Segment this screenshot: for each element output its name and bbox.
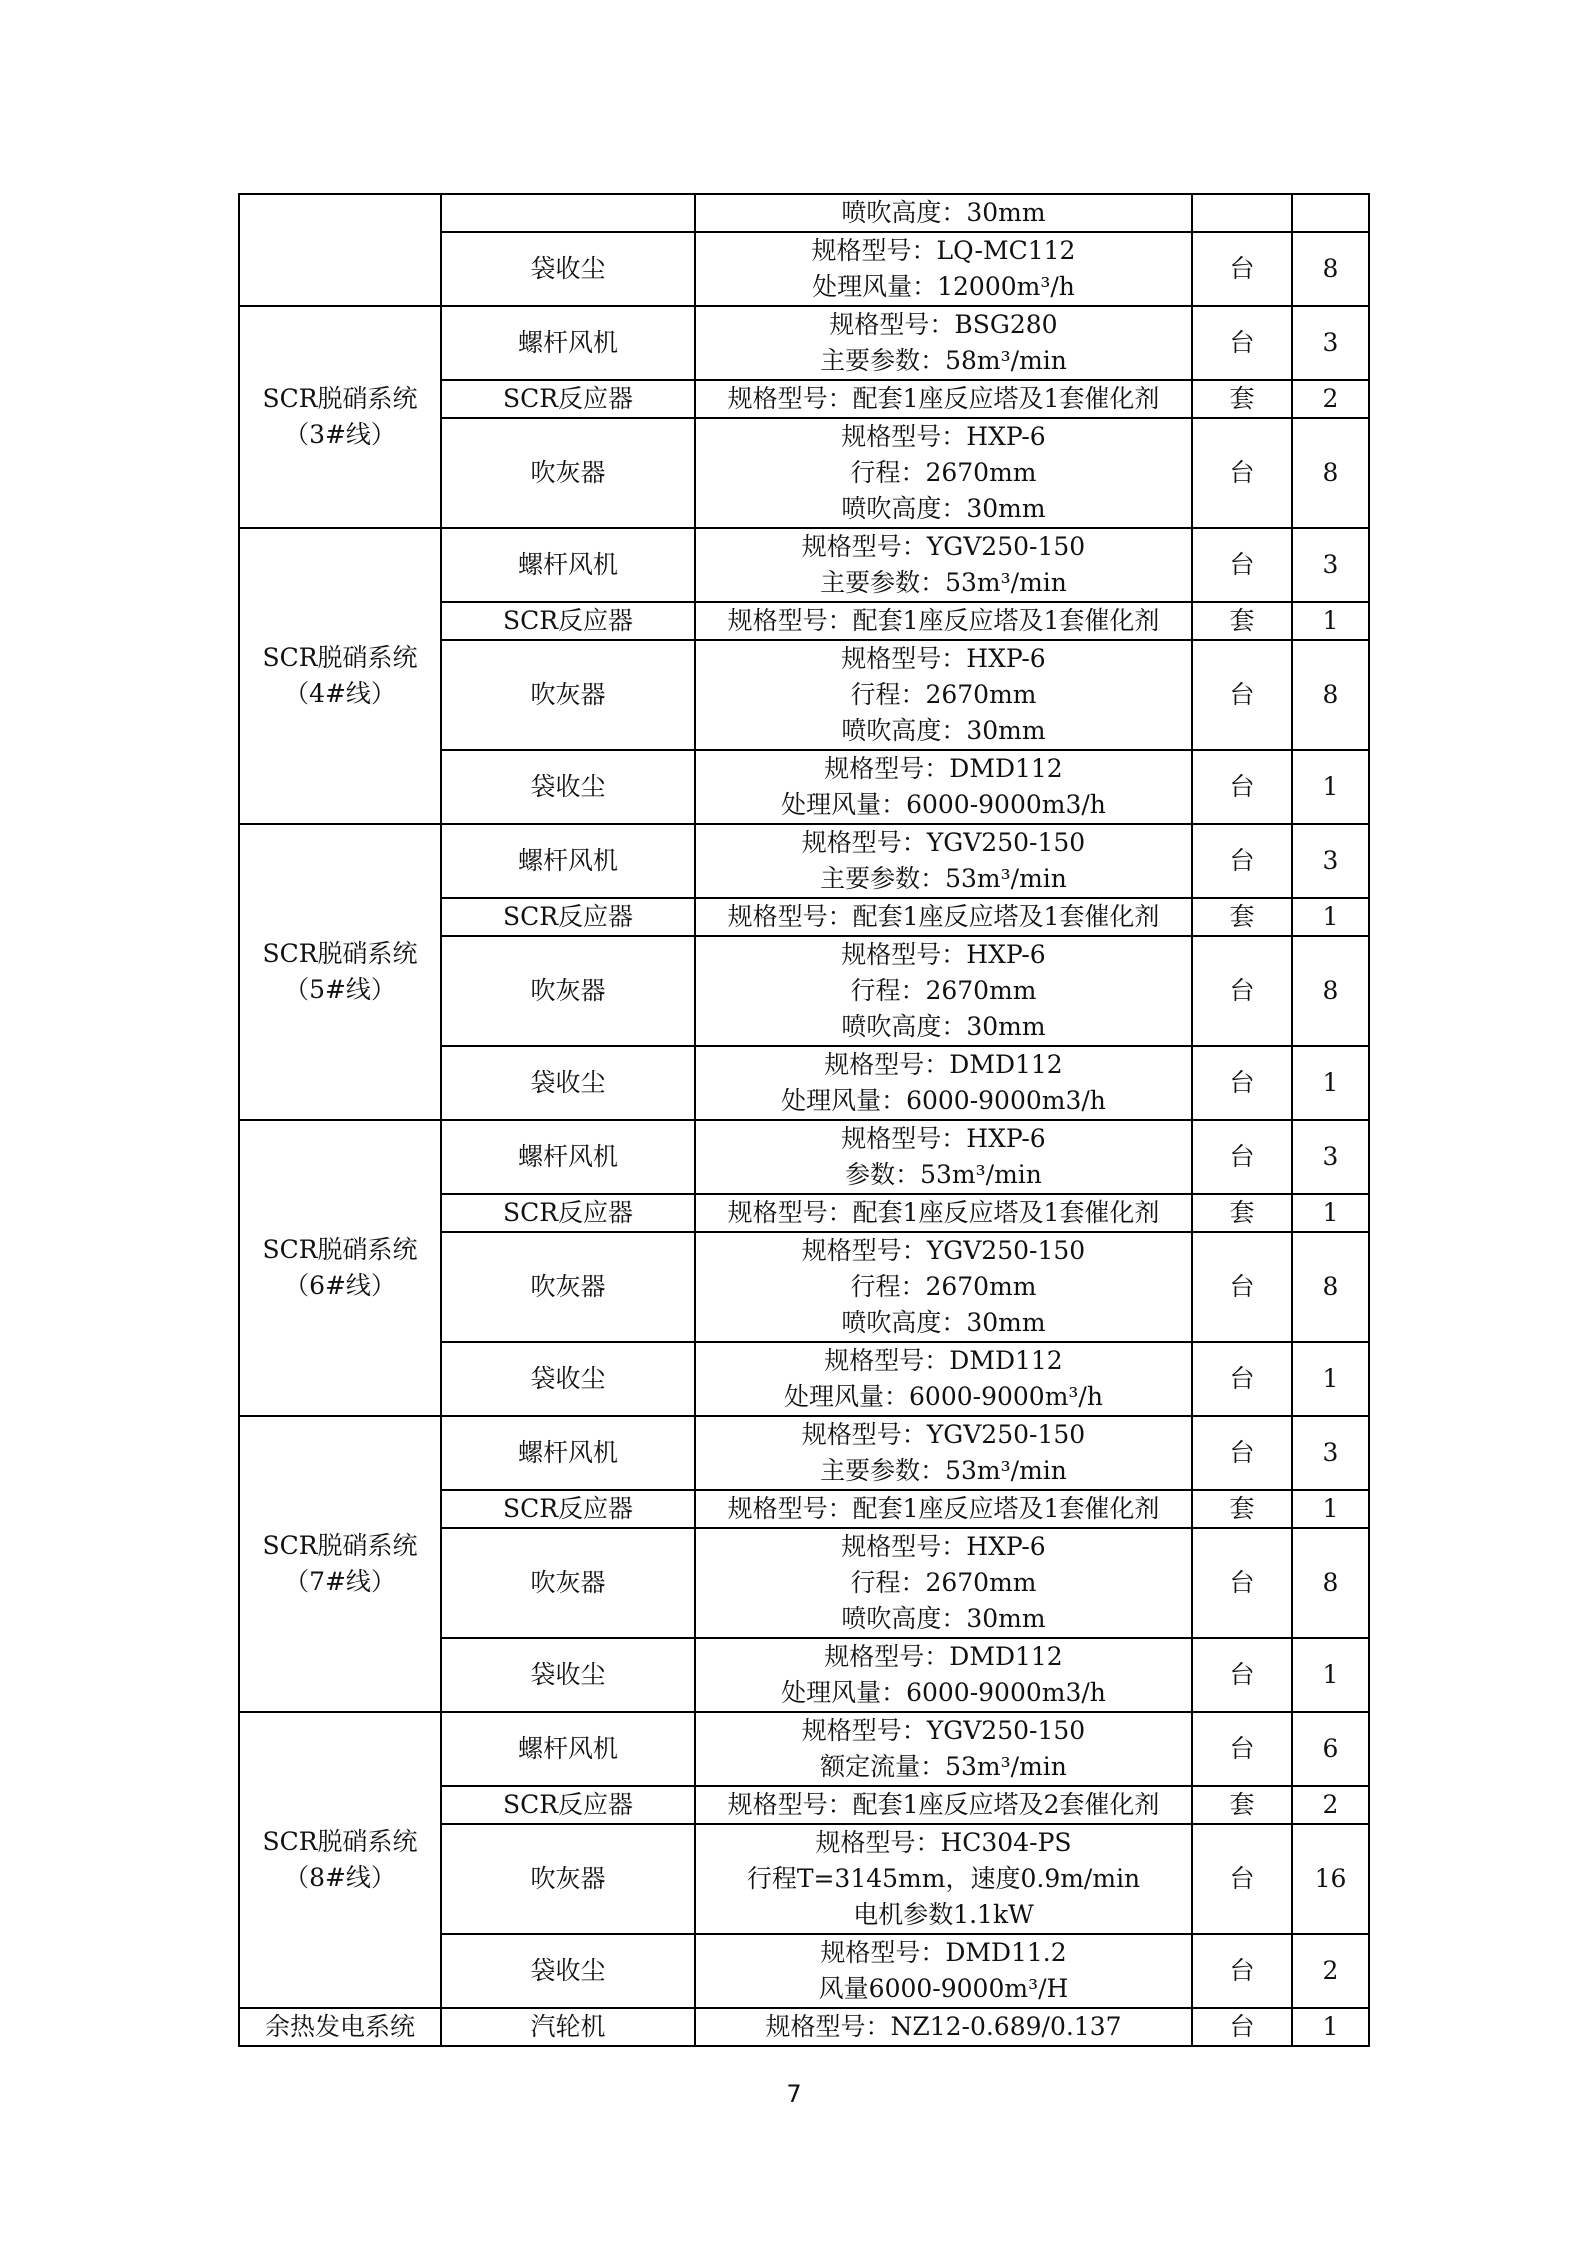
spec-cell: [695, 1342, 1192, 1416]
equipment-name: 汽轮机: [441, 2008, 695, 2046]
spec-line: 处理风量：6000-9000m3/h: [781, 790, 1106, 819]
spec-line: 处理风量：6000-9000m³/h: [784, 1382, 1103, 1411]
system-name: （4#线）: [284, 679, 396, 708]
unit-cell: 台: [1192, 640, 1292, 750]
table-row: [239, 1120, 1369, 1194]
unit-cell: 台: [1192, 1232, 1292, 1342]
unit-cell: 台: [1192, 1528, 1292, 1638]
spec-line: 额定流量：53m³/min: [820, 1752, 1067, 1781]
unit-cell: [1192, 194, 1292, 232]
quantity-cell: 1: [1292, 602, 1369, 640]
spec-line: 行程：2670mm: [850, 680, 1037, 709]
table-row: [239, 528, 1369, 602]
spec-cell: [695, 1638, 1192, 1712]
spec-cell: [695, 1232, 1192, 1342]
system-name: 余热发电系统: [264, 2012, 415, 2041]
spec-line: 规格型号：配套1座反应塔及1套催化剂: [727, 606, 1160, 635]
quantity-cell: [1292, 194, 1369, 232]
unit-cell: 台: [1192, 418, 1292, 528]
spec-line: 行程：2670mm: [850, 976, 1037, 1005]
quantity-cell: 1: [1292, 1490, 1369, 1528]
spec-cell: [695, 750, 1192, 824]
system-name: （7#线）: [284, 1567, 396, 1596]
spec-cell: [695, 1194, 1192, 1232]
unit-cell: 台: [1192, 1416, 1292, 1490]
spec-cell: [695, 640, 1192, 750]
equipment-name: 袋收尘: [441, 1934, 695, 2008]
quantity-cell: 1: [1292, 1046, 1369, 1120]
spec-cell: [695, 898, 1192, 936]
spec-line: 规格型号：HXP-6: [841, 940, 1046, 969]
spec-line: 行程：2670mm: [850, 1568, 1037, 1597]
spec-cell: [695, 1416, 1192, 1490]
quantity-cell: 8: [1292, 1232, 1369, 1342]
system-name: （5#线）: [284, 975, 396, 1004]
equipment-name: 吹灰器: [441, 936, 695, 1046]
unit-cell: 套: [1192, 380, 1292, 418]
spec-line: 主要参数：53m³/min: [820, 1456, 1067, 1485]
system-name: SCR脱硝系统: [262, 1827, 418, 1856]
spec-line: 行程T=3145mm，速度0.9m/min: [746, 1864, 1141, 1893]
quantity-cell: 1: [1292, 1194, 1369, 1232]
equipment-name: 螺杆风机: [441, 1712, 695, 1786]
equipment-name: 吹灰器: [441, 1232, 695, 1342]
unit-cell: 台: [1192, 750, 1292, 824]
unit-cell: 台: [1192, 1824, 1292, 1934]
spec-cell: [695, 1712, 1192, 1786]
spec-line: 规格型号：DMD112: [824, 1346, 1063, 1375]
spec-cell: [695, 528, 1192, 602]
system-cell: [239, 306, 441, 528]
spec-line: 行程：2670mm: [850, 458, 1037, 487]
spec-line: 行程：2670mm: [850, 1272, 1037, 1301]
quantity-cell: 8: [1292, 640, 1369, 750]
equipment-name: SCR反应器: [441, 602, 695, 640]
quantity-cell: 1: [1292, 750, 1369, 824]
unit-cell: 台: [1192, 1934, 1292, 2008]
equipment-name: 袋收尘: [441, 1046, 695, 1120]
system-cell: [239, 1120, 441, 1416]
spec-cell: [695, 936, 1192, 1046]
spec-line: 喷吹高度：30mm: [841, 494, 1046, 523]
equipment-name: 螺杆风机: [441, 306, 695, 380]
system-name: （8#线）: [284, 1863, 396, 1892]
quantity-cell: 8: [1292, 1528, 1369, 1638]
spec-cell: [695, 232, 1192, 306]
equipment-name: 螺杆风机: [441, 1416, 695, 1490]
spec-line: 规格型号：DMD112: [824, 1050, 1063, 1079]
equipment-table: [238, 193, 1370, 2047]
quantity-cell: 3: [1292, 1416, 1369, 1490]
equipment-name: SCR反应器: [441, 1786, 695, 1824]
quantity-cell: 8: [1292, 418, 1369, 528]
spec-cell: [695, 1120, 1192, 1194]
system-cell: [239, 1416, 441, 1712]
spec-line: 主要参数：53m³/min: [820, 864, 1067, 893]
spec-line: 规格型号：HXP-6: [841, 1532, 1046, 1561]
spec-cell: [695, 1824, 1192, 1934]
unit-cell: 套: [1192, 1490, 1292, 1528]
system-cell: [239, 528, 441, 824]
table-row: [239, 306, 1369, 380]
unit-cell: 台: [1192, 1046, 1292, 1120]
quantity-cell: 6: [1292, 1712, 1369, 1786]
equipment-table-body: [239, 194, 1369, 2046]
spec-line: 主要参数：58m³/min: [820, 346, 1067, 375]
spec-line: 规格型号：HXP-6: [841, 422, 1046, 451]
unit-cell: 台: [1192, 232, 1292, 306]
equipment-name: 袋收尘: [441, 232, 695, 306]
quantity-cell: 1: [1292, 2008, 1369, 2046]
spec-line: 规格型号：LQ-MC112: [811, 236, 1076, 265]
unit-cell: 台: [1192, 824, 1292, 898]
spec-line: 规格型号：HXP-6: [841, 1124, 1046, 1153]
quantity-cell: 3: [1292, 1120, 1369, 1194]
system-name: SCR脱硝系统: [262, 939, 418, 968]
quantity-cell: 3: [1292, 528, 1369, 602]
quantity-cell: 3: [1292, 824, 1369, 898]
unit-cell: 台: [1192, 1342, 1292, 1416]
unit-cell: 套: [1192, 1194, 1292, 1232]
spec-line: 规格型号：YGV250-150: [801, 828, 1086, 857]
quantity-cell: 8: [1292, 232, 1369, 306]
equipment-name: SCR反应器: [441, 1490, 695, 1528]
spec-line: 规格型号：配套1座反应塔及1套催化剂: [727, 902, 1160, 931]
spec-line: 电机参数1.1kW: [853, 1900, 1034, 1929]
spec-line: 规格型号：配套1座反应塔及1套催化剂: [727, 384, 1160, 413]
quantity-cell: 2: [1292, 380, 1369, 418]
system-cell: [239, 824, 441, 1120]
spec-cell: [695, 306, 1192, 380]
system-name: SCR脱硝系统: [262, 1235, 418, 1264]
equipment-name: 螺杆风机: [441, 528, 695, 602]
quantity-cell: 2: [1292, 1786, 1369, 1824]
unit-cell: 台: [1192, 1638, 1292, 1712]
quantity-cell: 2: [1292, 1934, 1369, 2008]
spec-line: 规格型号：配套1座反应塔及2套催化剂: [727, 1790, 1160, 1819]
spec-line: 规格型号：YGV250-150: [801, 532, 1086, 561]
spec-cell: [695, 824, 1192, 898]
spec-line: 处理风量：6000-9000m3/h: [781, 1678, 1106, 1707]
unit-cell: 台: [1192, 2008, 1292, 2046]
spec-line: 主要参数：53m³/min: [820, 568, 1067, 597]
spec-line: 规格型号：DMD112: [824, 1642, 1063, 1671]
equipment-name: 吹灰器: [441, 418, 695, 528]
spec-line: 规格型号：配套1座反应塔及1套催化剂: [727, 1494, 1160, 1523]
spec-line: 规格型号：DMD11.2: [820, 1938, 1067, 1967]
quantity-cell: 1: [1292, 1638, 1369, 1712]
system-cell: [239, 1712, 441, 2008]
equipment-name: SCR反应器: [441, 1194, 695, 1232]
quantity-cell: 3: [1292, 306, 1369, 380]
equipment-name: 吹灰器: [441, 1824, 695, 1934]
spec-line: 规格型号：BSG280: [829, 310, 1058, 339]
equipment-name: 螺杆风机: [441, 1120, 695, 1194]
spec-line: 规格型号：配套1座反应塔及1套催化剂: [727, 1198, 1160, 1227]
table-row: [239, 1712, 1369, 1786]
page-number: 7: [786, 2080, 802, 2108]
equipment-name: SCR反应器: [441, 380, 695, 418]
unit-cell: 台: [1192, 936, 1292, 1046]
spec-cell: [695, 1786, 1192, 1824]
quantity-cell: 1: [1292, 1342, 1369, 1416]
table-row: [239, 194, 1369, 232]
spec-line: 规格型号：YGV250-150: [801, 1716, 1086, 1745]
unit-cell: 套: [1192, 602, 1292, 640]
table-row: [239, 824, 1369, 898]
unit-cell: 台: [1192, 528, 1292, 602]
equipment-name: 吹灰器: [441, 1528, 695, 1638]
spec-cell: [695, 380, 1192, 418]
spec-cell: [695, 1934, 1192, 2008]
equipment-name: 袋收尘: [441, 1342, 695, 1416]
spec-line: 喷吹高度：30mm: [841, 198, 1046, 227]
spec-line: 规格型号：YGV250-150: [801, 1420, 1086, 1449]
spec-line: 喷吹高度：30mm: [841, 1012, 1046, 1041]
system-name: SCR脱硝系统: [262, 643, 418, 672]
unit-cell: 台: [1192, 1712, 1292, 1786]
equipment-name: 袋收尘: [441, 750, 695, 824]
spec-line: 风量6000-9000m³/H: [818, 1974, 1069, 2003]
equipment-name: 吹灰器: [441, 640, 695, 750]
equipment-name: 螺杆风机: [441, 824, 695, 898]
unit-cell: 套: [1192, 1786, 1292, 1824]
unit-cell: 台: [1192, 1120, 1292, 1194]
system-name: SCR脱硝系统: [262, 384, 418, 413]
table-row: [239, 2008, 1369, 2046]
spec-line: 喷吹高度：30mm: [841, 1308, 1046, 1337]
quantity-cell: 16: [1292, 1824, 1369, 1934]
spec-cell: [695, 1046, 1192, 1120]
spec-cell: [695, 1490, 1192, 1528]
quantity-cell: 1: [1292, 898, 1369, 936]
system-name: （6#线）: [284, 1271, 396, 1300]
equipment-name: SCR反应器: [441, 898, 695, 936]
system-name: （3#线）: [284, 420, 396, 449]
spec-line: 参数：53m³/min: [845, 1160, 1042, 1189]
spec-cell: [695, 194, 1192, 232]
spec-line: 规格型号：YGV250-150: [801, 1236, 1086, 1265]
spec-line: 喷吹高度：30mm: [841, 1604, 1046, 1633]
spec-line: 规格型号：NZ12-0.689/0.137: [765, 2012, 1122, 2041]
spec-cell: [695, 418, 1192, 528]
spec-cell: [695, 602, 1192, 640]
spec-line: 规格型号：HC304-PS: [815, 1828, 1072, 1857]
spec-line: 喷吹高度：30mm: [841, 716, 1046, 745]
spec-line: 规格型号：DMD112: [824, 754, 1063, 783]
spec-cell: [695, 2008, 1192, 2046]
spec-line: 处理风量：6000-9000m3/h: [781, 1086, 1106, 1115]
unit-cell: 台: [1192, 306, 1292, 380]
equipment-name: [441, 194, 695, 232]
system-cell: [239, 2008, 441, 2046]
spec-line: 处理风量：12000m³/h: [812, 272, 1075, 301]
table-row: [239, 1416, 1369, 1490]
system-cell: [239, 194, 441, 306]
spec-line: 规格型号：HXP-6: [841, 644, 1046, 673]
quantity-cell: 8: [1292, 936, 1369, 1046]
equipment-name: 袋收尘: [441, 1638, 695, 1712]
spec-cell: [695, 1528, 1192, 1638]
unit-cell: 套: [1192, 898, 1292, 936]
system-name: SCR脱硝系统: [262, 1531, 418, 1560]
